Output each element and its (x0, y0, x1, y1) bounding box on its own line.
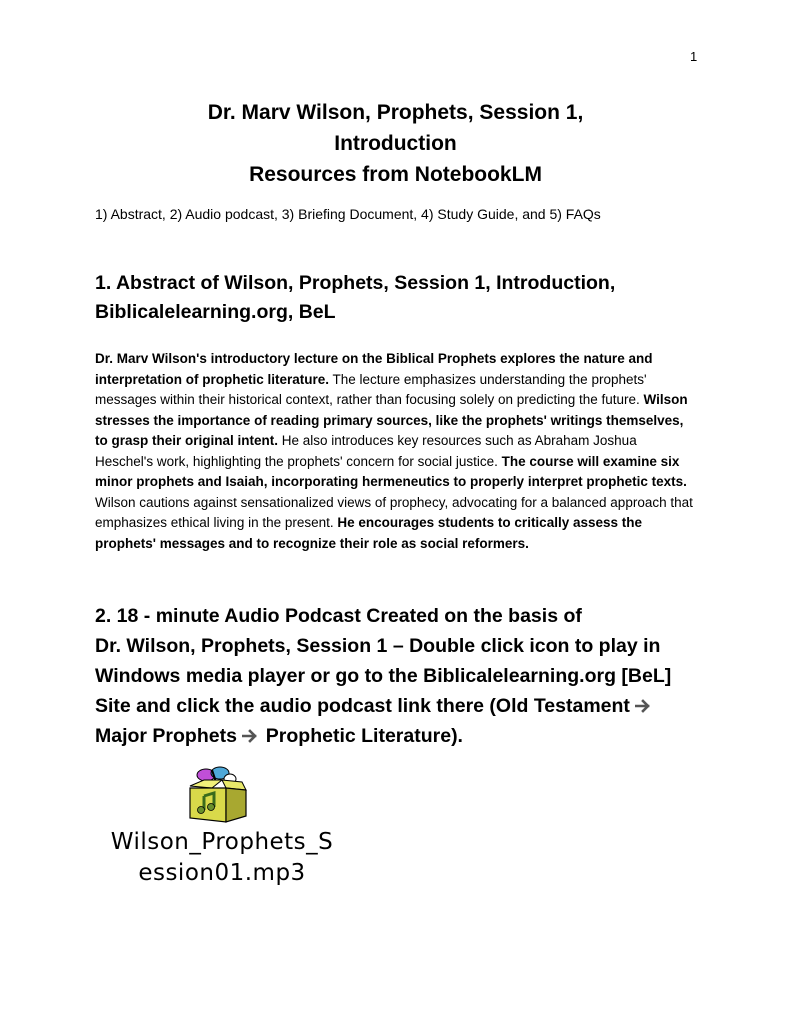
title-line-1: Dr. Marv Wilson, Prophets, Session 1, (207, 101, 584, 124)
document-title (0, 97, 791, 190)
abstract-bold-sentence: He encourages students to critically assess the prophets' messages and to recognize their role as social reformers. (95, 515, 643, 551)
title-line-3: Resources from NotebookLM (249, 163, 542, 186)
podcast-heading-line-1: 2. 18 - minute Audio Podcast Created on the basis of (95, 605, 582, 627)
abstract-bold-sentence: The course will examine six minor prophets and Isaiah, incorporating hermeneutics to properly interpret prophetic texts. (95, 453, 687, 489)
audio-file-label-line-2: ession01.mp3 (138, 860, 306, 886)
right-arrow-icon (242, 721, 260, 751)
abstract-heading-line-2: Biblicalelearning.org, BeL (95, 301, 336, 323)
resource-list: 1) Abstract, 2) Audio podcast, 3) Briefing Document, 4) Study Guide, and 5) FAQs (95, 206, 601, 222)
abstract-heading-line-1: 1. Abstract of Wilson, Prophets, Session 1, Introduction, (95, 272, 616, 294)
audio-file-label-line-1: Wilson_Prophets_S (110, 829, 334, 855)
abstract-text: The lecture emphasizes understanding the prophets' messages within their historical context, rather than focusing solely on predicting the future. (95, 371, 647, 407)
podcast-heading-line-4: Site and click the audio podcast link there (Old Testament (95, 695, 636, 717)
abstract-paragraph (95, 349, 695, 554)
right-arrow-icon (635, 691, 653, 721)
abstract-bold-sentence: Dr. Marv Wilson's introductory lecture on the Biblical Prophets explores the nature and interpretation of prophetic literature. (95, 351, 653, 387)
podcast-heading-line-5b: Prophetic Literature). (260, 725, 463, 747)
abstract-bold-sentence: Wilson stresses the importance of reading primary sources, like the prophets' writings themselves, to grasp their original intent. (95, 392, 688, 448)
podcast-heading-line-2: Dr. Wilson, Prophets, Session 1 – Double click icon to play in (95, 635, 661, 657)
abstract-text: Wilson cautions against sensationalized views of prophecy, advocating for a balanced approach that emphasizes ethical living in the present. (95, 494, 693, 530)
audio-file-attachment[interactable] (92, 766, 352, 886)
podcast-heading-line-5a: Major Prophets (95, 725, 243, 747)
title-line-2: Introduction (334, 132, 457, 155)
abstract-text: He also introduces key resources such as Abraham Joshua Heschel's work, highlighting the prophets' concern for social justice. (95, 433, 637, 469)
abstract-heading (95, 269, 715, 327)
page-number: 1 (690, 49, 698, 64)
podcast-heading (95, 601, 735, 751)
audio-package-icon (182, 766, 252, 824)
podcast-heading-line-3: Windows media player or go to the Biblicalelearning.org [BeL] (95, 665, 672, 687)
